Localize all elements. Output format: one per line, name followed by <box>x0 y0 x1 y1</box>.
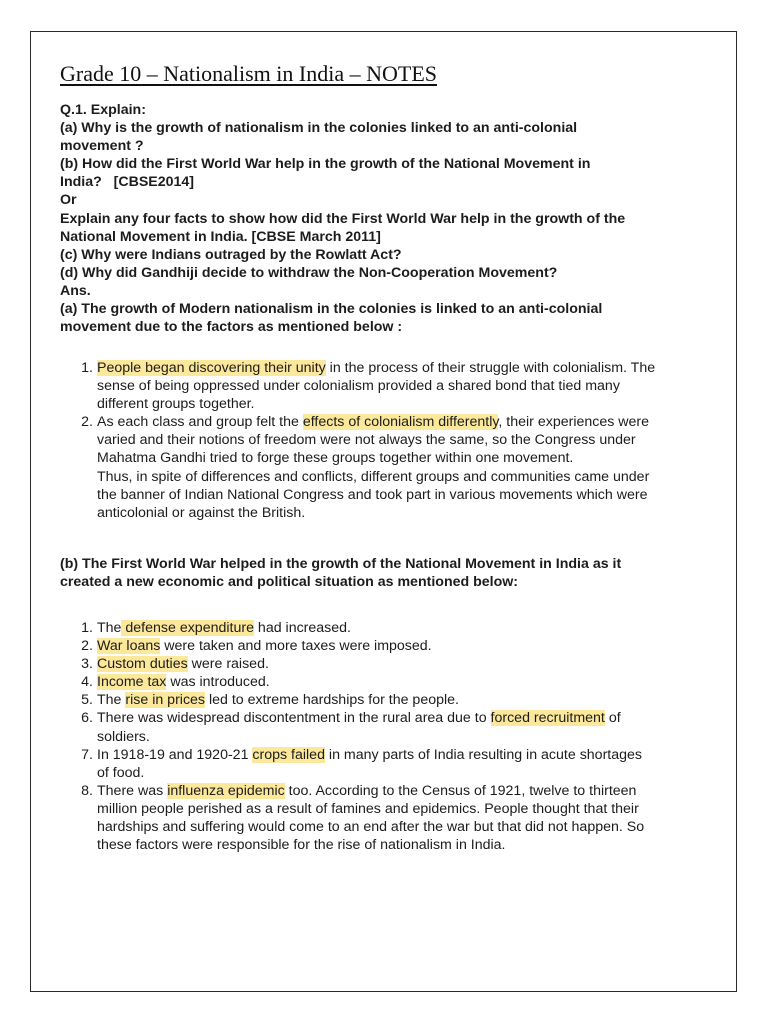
list-item <box>81 746 657 782</box>
question-c: (c) Why were Indians outraged by the Rowlatt Act? <box>60 246 402 263</box>
list-item <box>81 782 657 854</box>
highlight: People began discovering their unity <box>97 360 326 376</box>
list-number: 2. <box>81 414 93 431</box>
item-text: The <box>97 692 126 709</box>
answer-a-list <box>81 359 657 522</box>
document-title: Grade 10 – Nationalism in India – NOTES <box>60 61 437 86</box>
item-text: led to extreme hardships for the people. <box>205 692 459 709</box>
item-text: of soldiers. <box>97 710 621 745</box>
highlight: rise in prices <box>125 692 206 709</box>
list-number: 7. <box>81 746 93 763</box>
item-text: were raised. <box>187 656 269 673</box>
item-text: had increased. <box>253 620 351 636</box>
item-text: in the process of their struggle with colonialism. The sense of being oppressed under colonialism provided a shared bond that tied many different groups together. <box>97 360 656 413</box>
item-text: too. According to the Census of 1921, twelve to thirteen million people perished as a result of famines and epidemics. People thought that their hardships and suffering would come to an end after the war but that did not happen. So these factors were responsible for the rise of nationalism in India. <box>97 782 645 854</box>
item-text: in many parts of India resulting in acute shortages of food. <box>97 746 642 781</box>
question-explain: Explain any four facts to show how did the First World War help in the growth of the National Movement in India. [CBSE March 2011] <box>60 210 626 245</box>
list-item <box>81 709 657 745</box>
item-text: were taken and more taxes were imposed. <box>160 638 432 655</box>
answer-a-intro: (a) The growth of Modern nationalism in the colonies is linked to an anti-colonial movement due to the factors as mentioned below : <box>60 301 603 336</box>
highlight: forced recruitment <box>490 710 605 727</box>
question-d: (d) Why did Gandhiji decide to withdraw the Non-Cooperation Movement? <box>60 264 558 281</box>
question-heading: Q.1. Explain: <box>60 102 146 118</box>
answer-b-list <box>81 619 657 854</box>
item-text: As each class and group felt the <box>97 414 303 431</box>
list-number: 5. <box>81 692 93 709</box>
list-item <box>81 655 657 673</box>
list-number: 1. <box>81 360 93 376</box>
list-item <box>81 673 657 691</box>
item-text: The <box>97 620 122 636</box>
list-number: 6. <box>81 710 93 727</box>
list-number: 8. <box>81 782 93 799</box>
highlight: influenza epidemic <box>167 782 285 799</box>
answer-b-intro: (b) The First World War helped in the growth of the National Movement in India as it created a new economic and political situation as mentioned below: <box>60 556 622 591</box>
highlight: crops failed <box>252 746 325 763</box>
question-a: (a) Why is the growth of nationalism in the colonies linked to an anti-colonial movement ? <box>60 120 578 155</box>
list-item <box>81 359 657 413</box>
list-number: 3. <box>81 656 93 673</box>
list-number: 4. <box>81 674 93 691</box>
item-text: , their experiences were varied and their notions of freedom were not always the same, so the Congress under Mahatma Gandhi tried to forge these groups together within one movement. <box>97 414 650 467</box>
item-continuation: Thus, in spite of differences and conflicts, different groups and communities came under the banner of Indian National Congress and took part in various movements which were anticolonial or against the British. <box>97 468 650 521</box>
list-item <box>81 619 657 637</box>
answer-label: Ans. <box>60 282 91 299</box>
question-b: (b) How did the First World War help in the growth of the National Movement in India? [CBSE2014] <box>60 156 591 191</box>
highlight: Custom duties <box>97 656 188 673</box>
highlight: Income tax <box>97 674 167 691</box>
item-text: was introduced. <box>166 674 270 691</box>
list-item <box>81 413 657 522</box>
list-item <box>81 691 657 709</box>
list-number: 1. <box>81 620 93 636</box>
highlight: War loans <box>97 638 161 655</box>
highlight: effects of colonialism differently <box>302 414 499 431</box>
question-or: Or <box>60 192 77 209</box>
item-text: In 1918-19 and 1920-21 <box>97 746 253 763</box>
item-text: There was <box>97 782 168 799</box>
list-number: 2. <box>81 638 93 655</box>
list-item <box>81 637 657 655</box>
item-text: There was widespread discontentment in the rural area due to <box>97 710 491 727</box>
questions-block <box>60 101 650 336</box>
highlight: defense expenditure <box>121 620 254 636</box>
